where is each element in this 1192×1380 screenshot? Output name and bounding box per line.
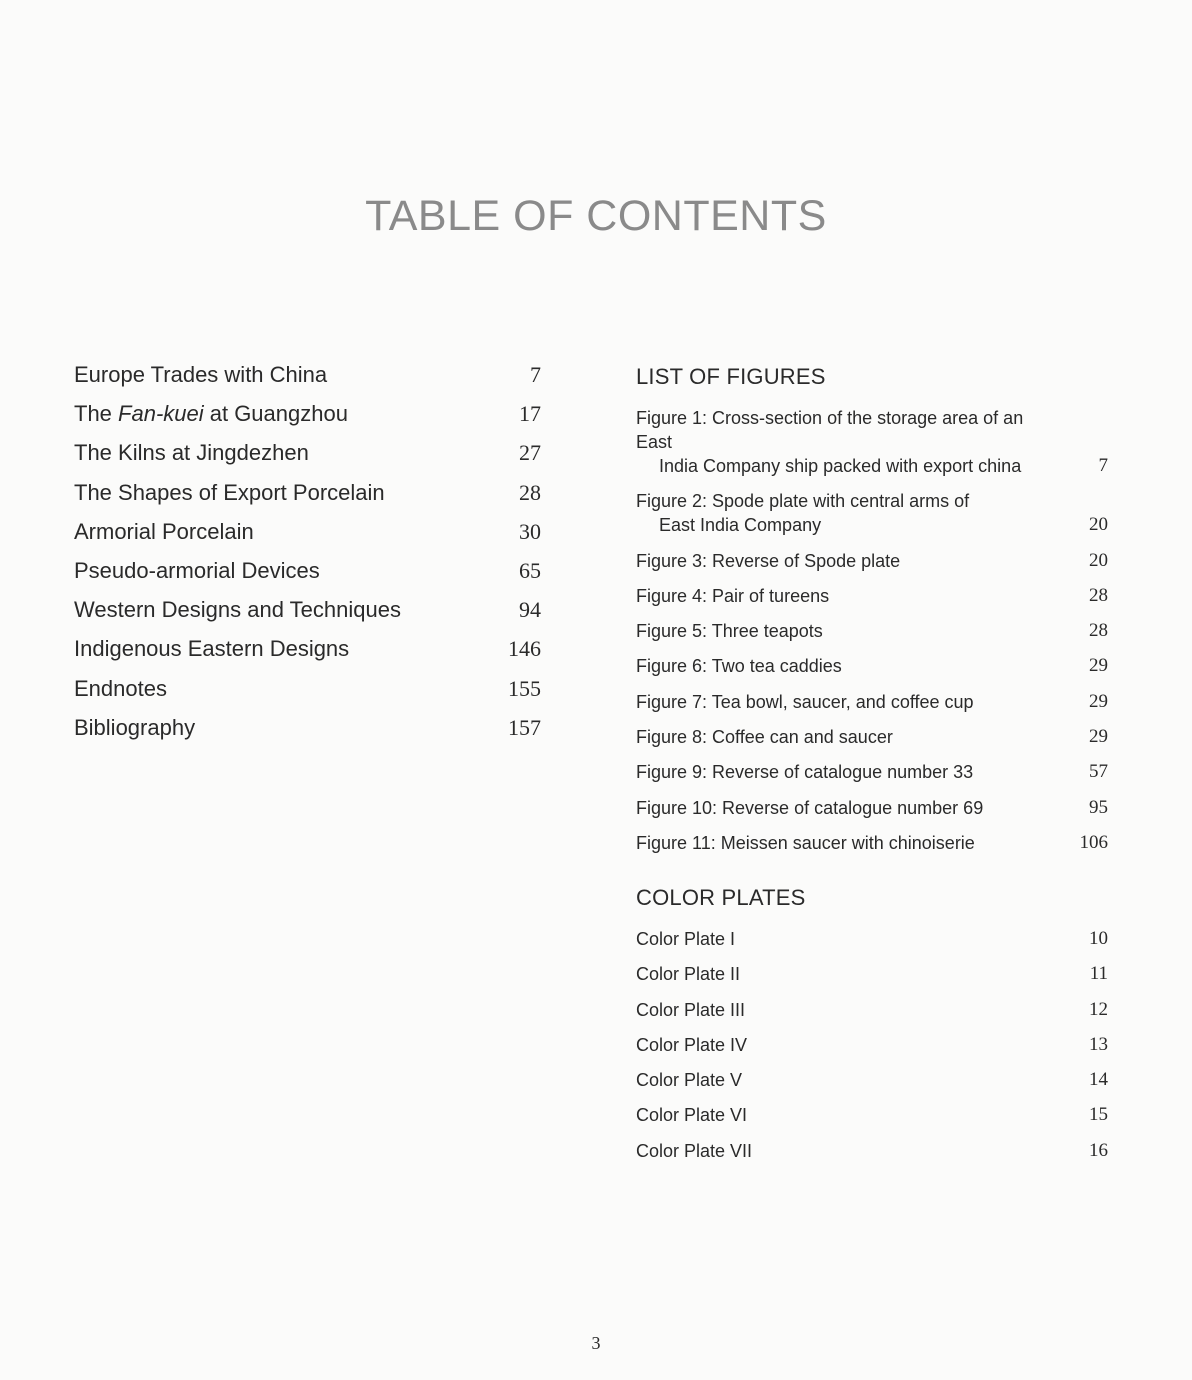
figure-entry[interactable] [636,584,1108,608]
contents-entry-title: The Kilns at Jingdezhen [74,440,309,466]
figure-entry[interactable] [636,489,1108,537]
contents-entry[interactable] [74,636,544,675]
plate-entry-page: 15 [1089,1104,1108,1126]
contents-entry-title: The Shapes of Export Porcelain [74,479,385,505]
plate-entry-title: Color Plate VI [636,1105,748,1126]
figure-entry-page: 20 [1089,549,1108,571]
contents-entry-page: 65 [519,557,541,583]
contents-entry-title: Endnotes [74,675,167,701]
contents-entry[interactable] [74,480,544,519]
figure-entry-page: 106 [1079,831,1108,853]
contents-entry[interactable] [74,715,544,754]
figure-entry-title: Figure 9: Reverse of catalogue number 33 [636,762,974,783]
figure-entry-title: Figure 11: Meissen saucer with chinoiserie [636,832,975,853]
contents-entry-title: Pseudo-armorial Devices [74,557,320,583]
figure-entry[interactable] [636,690,1108,714]
plate-entry[interactable] [636,1068,1108,1092]
contents-entry-title: Indigenous Eastern Designs [74,636,350,662]
figure-entry-page: 29 [1089,655,1108,677]
plate-entry-title: Color Plate I [636,928,736,949]
figure-entry[interactable] [636,619,1108,643]
figure-entry-page: 95 [1089,796,1108,818]
figure-entry-page: 28 [1089,620,1108,642]
plate-entry[interactable] [636,1033,1108,1057]
page-number: 3 [591,1333,601,1353]
contents-entry[interactable] [74,597,544,636]
contents-entry-page: 94 [519,597,541,623]
plate-entry-title: Color Plate V [636,1070,743,1091]
contents-entry[interactable] [74,362,544,401]
plate-entry-page: 16 [1089,1139,1108,1161]
contents-entry-title-italic: Fan-kuei [118,401,204,427]
contents-list [74,362,544,754]
figure-entry[interactable] [636,725,1108,749]
figure-entry[interactable] [636,549,1108,573]
plate-entry[interactable] [636,927,1108,951]
contents-entry-title: Armorial Porcelain [74,518,254,544]
right-column [636,364,1108,1174]
page-title: TABLE OF CONTENTS [365,192,827,240]
plate-entry-title: Color Plate II [636,964,741,985]
plate-entry-page: 11 [1089,963,1108,985]
figure-entry[interactable] [636,654,1108,678]
figure-entry[interactable] [636,760,1108,784]
figure-entry-title: Figure 6: Two tea caddies [636,656,842,677]
contents-entry-title: Bibliography [74,714,196,740]
plate-entry[interactable] [636,962,1108,986]
contents-entry-page: 28 [519,479,541,505]
plate-entry-page: 10 [1089,927,1108,949]
contents-entry-page: 17 [519,401,541,427]
contents-entry-page: 7 [530,362,541,387]
figure-entry-title: Figure 3: Reverse of Spode plate [636,550,901,571]
figure-entry-page: 57 [1089,761,1108,783]
contents-entry[interactable] [74,676,544,715]
contents-entry-page: 27 [519,440,541,466]
plate-entry-page: 13 [1089,1033,1108,1055]
contents-entry[interactable] [74,401,544,440]
plate-entry-title: Color Plate VII [636,1140,753,1161]
contents-entry-title: Europe Trades with China [74,362,328,387]
figure-entry[interactable] [636,796,1108,820]
figure-entry-title: Figure 4: Pair of tureens [636,585,830,606]
figure-entry-page: 20 [1089,514,1108,536]
figure-entry-title: Figure 8: Coffee can and saucer [636,727,893,748]
figure-entry-page: 29 [1089,726,1108,748]
plate-entry-title: Color Plate III [636,999,746,1020]
plate-entry[interactable] [636,998,1108,1022]
contents-entry-page: 30 [519,518,541,544]
plate-entry[interactable] [636,1139,1108,1163]
figure-entry[interactable] [636,406,1108,478]
figure-entry-page: 29 [1089,690,1108,712]
contents-entry-page: 157 [508,714,541,740]
figure-entry-title: Figure 1: Cross-section of the storage area of an East India Company ship packed with export china [636,408,1024,476]
figure-entry-title: Figure 7: Tea bowl, saucer, and coffee cup [636,691,974,712]
figure-entry-title: Figure 2: Spode plate with central arms of East India Company [636,491,970,536]
contents-entry-title: The Fan-kuei at Guangzhou [74,401,348,427]
contents-entry[interactable] [74,440,544,479]
figure-entry-title: Figure 5: Three teapots [636,621,823,642]
color-plates-section [636,885,1108,1163]
color-plates-heading: COLOR PLATES [636,884,806,910]
contents-entry-title: Western Designs and Techniques [74,597,401,623]
plate-entry[interactable] [636,1103,1108,1127]
contents-entry[interactable] [74,558,544,597]
figure-entry-title: Figure 10: Reverse of catalogue number 69 [636,797,984,818]
contents-entry-page: 146 [508,636,541,662]
figure-entry[interactable] [636,831,1108,855]
contents-entry[interactable] [74,519,544,558]
contents-entry-page: 155 [508,675,541,701]
plate-entry-title: Color Plate IV [636,1034,748,1055]
figures-heading: LIST OF FIGURES [636,364,826,389]
figure-entry-page: 28 [1089,584,1108,606]
plate-entry-page: 14 [1089,1069,1108,1091]
figure-entry-page: 7 [1098,455,1108,476]
plate-entry-page: 12 [1089,998,1108,1020]
